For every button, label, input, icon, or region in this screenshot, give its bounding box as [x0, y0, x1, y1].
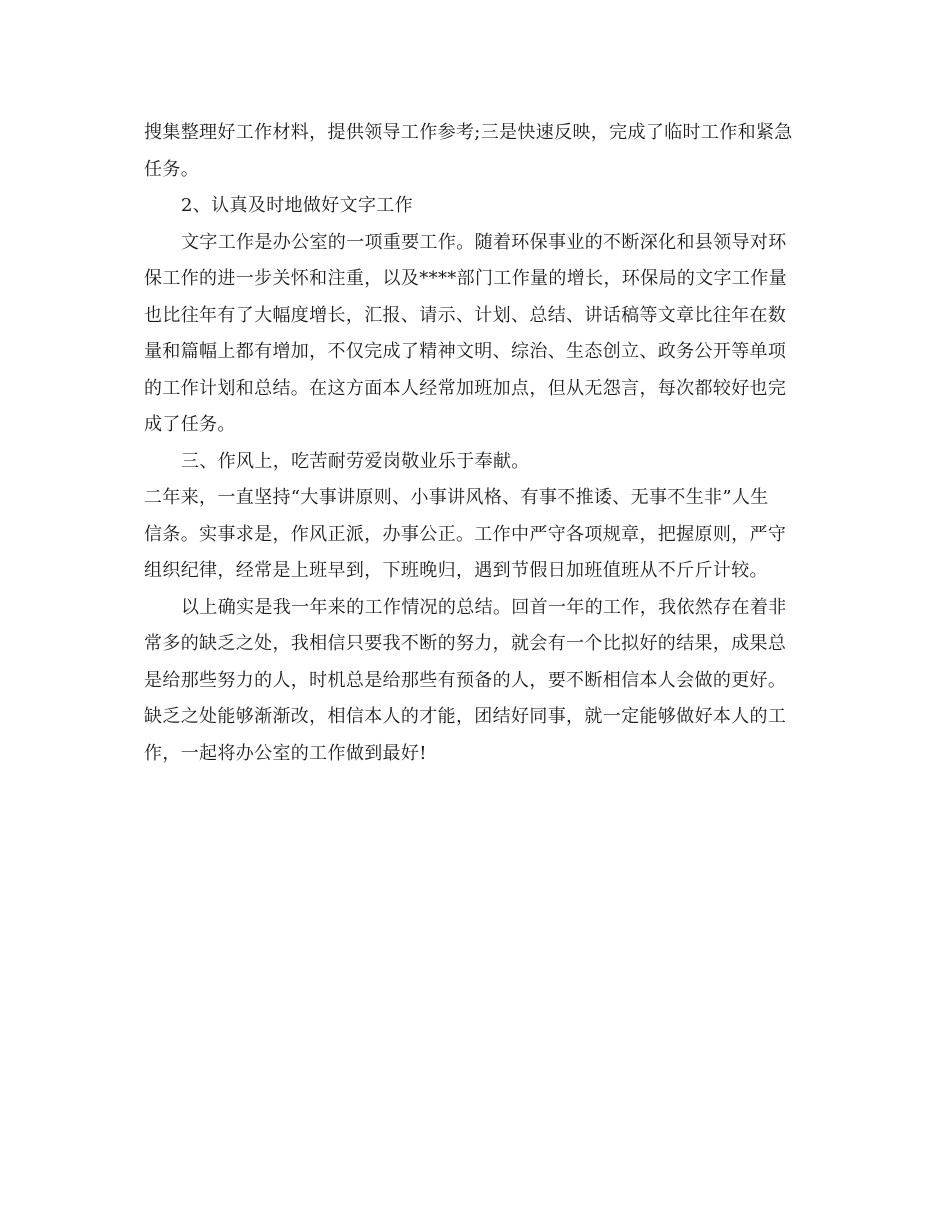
text-line: 搜集整理好工作材料，提供领导工作参考;三是快速反映，完成了临时工作和紧急: [144, 122, 793, 143]
text-line: 是给那些努力的人，时机总是给那些有预备的人，要不断相信本人会做的更好。: [144, 669, 787, 691]
text-line: 成了任务。: [144, 414, 236, 435]
text-line: 文字工作是办公室的一项重要工作。随着环保事业的不断深化和县领导对环: [181, 231, 787, 253]
text-line: 任务。: [144, 158, 200, 180]
text-line: 的工作计划和总结。在这方面本人经常加班加点，但从无怨言，每次都较好也完: [144, 377, 787, 399]
section-heading: 三、作风上，吃苦耐劳爱岗敬业乐于奉献。: [181, 450, 530, 472]
text-line: 以上确实是我一年来的工作情况的总结。回首一年的工作，我依然存在着非: [181, 596, 787, 618]
text-line: 组织纪律，经常是上班早到，下班晚归，遇到节假日加班值班从不斤斤计较。: [144, 560, 768, 581]
text-line: 作，一起将办公室的工作做到最好!: [144, 742, 427, 764]
text-line: 信条。实事求是，作风正派，办事公正。工作中严守各项规章，把握原则，严守: [144, 523, 787, 545]
text-line: 量和篇幅上都有增加，不仅完成了精神文明、综治、生态创立、政务公开等单项: [144, 341, 787, 362]
text-line: 也比往年有了大幅度增长，汇报、请示、计划、总结、讲话稿等文章比往年在数: [144, 304, 787, 326]
text-line: 保工作的进一步关怀和注重，以及****部门工作量的增长，环保局的文字工作量: [144, 268, 787, 289]
document-body: [144, 115, 810, 772]
section-heading: 2、认真及时地做好文字工作: [181, 195, 414, 216]
text-line: 二年来，一直坚持“大事讲原则、小事讲风格、有事不推诿、无事不生非”人生: [144, 487, 769, 508]
text-line: 缺乏之处能够渐渐改，相信本人的才能，团结好同事，就一定能够做好本人的工: [144, 706, 787, 727]
text-line: 常多的缺乏之处，我相信只要我不断的努力，就会有一个比拟好的结果，成果总: [144, 633, 787, 654]
